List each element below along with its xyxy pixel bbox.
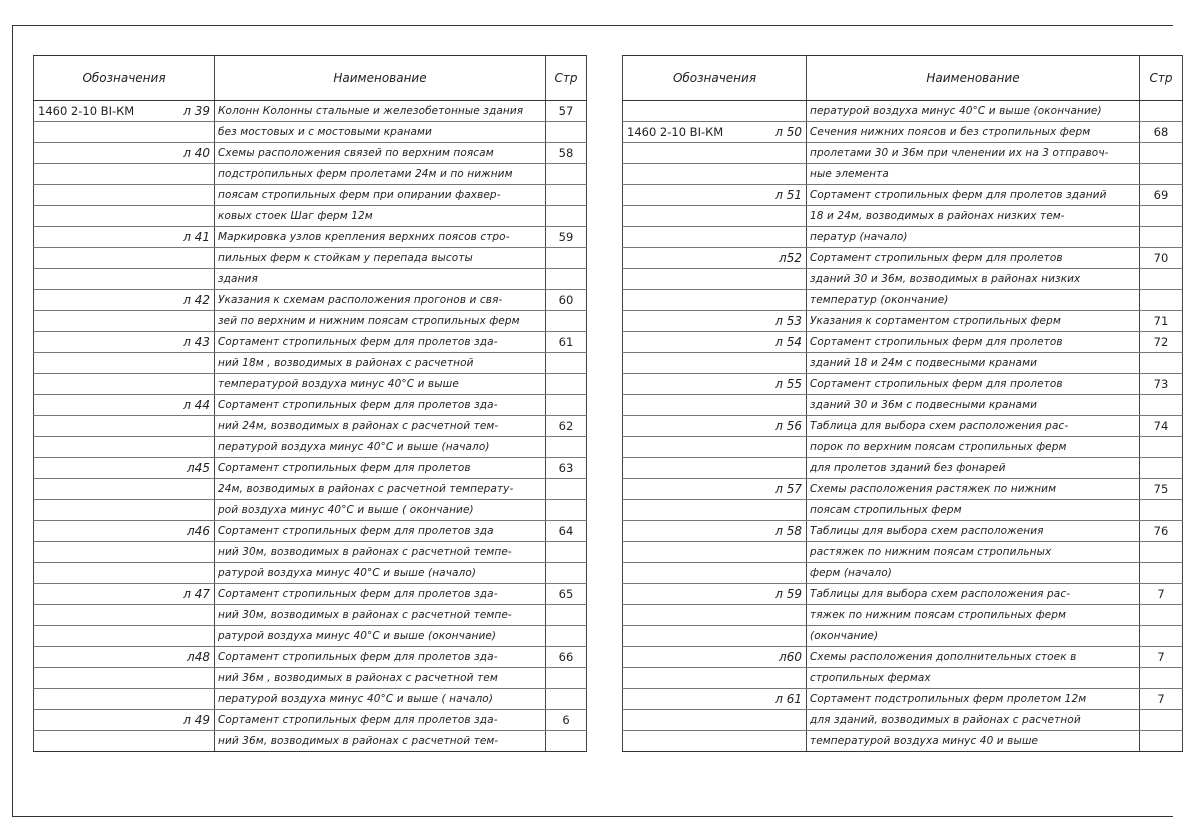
designation-cell [623,563,807,584]
page-cell [546,185,587,206]
page-cell [546,731,587,752]
page-cell [546,311,587,332]
name-cell: Сортамент стропильных ферм для пролетов зда- [215,584,546,605]
header-name: Наименование [807,56,1140,101]
page-cell [1140,542,1183,563]
table-row [623,353,1183,374]
sheet-number: л52 [779,251,802,265]
sheet-number: л 58 [775,524,802,538]
designation-cell [623,479,807,500]
designation-cell [34,101,215,122]
designation-cell [34,332,215,353]
table-row [623,605,1183,626]
name-cell: зданий 30 и 36м с подвесными кранами [807,395,1140,416]
page-cell [1140,437,1183,458]
page-cell: 6 [546,710,587,731]
designation-cell [34,395,215,416]
page-cell: 68 [1140,122,1183,143]
name-cell: Сортамент стропильных ферм для пролетов [807,374,1140,395]
table-row [623,563,1183,584]
name-cell: пролетами 30 и 36м при членении их на 3 отправоч- [807,143,1140,164]
document-code: 1460 2-10 ВI-КМ [38,104,135,118]
sheet-number: л 44 [183,398,210,412]
table-row [34,122,587,143]
designation-cell [623,521,807,542]
header-page: Стр [546,56,587,101]
page-cell: 66 [546,647,587,668]
designation-cell [623,584,807,605]
page-cell: 63 [546,458,587,479]
table-row [623,710,1183,731]
contents-table-left [33,55,587,752]
table-row [623,647,1183,668]
page-cell: 59 [546,227,587,248]
designation-cell [623,542,807,563]
name-cell: Таблицы для выбора схем расположения рас- [807,584,1140,605]
table-row [34,689,587,710]
designation-cell [34,584,215,605]
designation-cell [34,143,215,164]
table-row [34,227,587,248]
page-cell [546,437,587,458]
table-row [623,122,1183,143]
table-row [623,437,1183,458]
sheet-number: л45 [187,461,210,475]
designation-cell [623,731,807,752]
sheet-number: л 56 [775,419,802,433]
designation-cell [34,563,215,584]
name-cell: ратурой воздуха минус 40°С и выше (окончание) [215,626,546,647]
table-row [34,521,587,542]
name-cell: Указания к схемам расположения прогонов и свя- [215,290,546,311]
designation-cell [623,206,807,227]
designation-cell [34,290,215,311]
table-row [623,584,1183,605]
designation-cell [34,626,215,647]
page-cell [1140,143,1183,164]
name-cell: зданий 18 и 24м с подвесными кранами [807,353,1140,374]
name-cell: ний 30м, возводимых в районах с расчетной темпе- [215,542,546,563]
sheet-number: л 51 [775,188,802,202]
name-cell: поясам стропильных ферм при опирании фахвер- [215,185,546,206]
page-cell [1140,101,1183,122]
sheet-number: л 39 [183,104,210,118]
table-row [34,731,587,752]
name-cell: ператур (начало) [807,227,1140,248]
table-row [623,164,1183,185]
table-row [623,290,1183,311]
table-row [34,563,587,584]
name-cell: порок по верхним поясам стропильных ферм [807,437,1140,458]
name-cell: тяжек по нижним поясам стропильных ферм [807,605,1140,626]
page-cell [546,689,587,710]
table-row [623,185,1183,206]
page-cell [546,248,587,269]
page-cell [546,374,587,395]
page-cell: 62 [546,416,587,437]
table-row [34,647,587,668]
designation-cell [623,605,807,626]
name-cell: Сортамент подстропильных ферм пролетом 12м [807,689,1140,710]
table-row [34,143,587,164]
designation-cell [34,416,215,437]
page-cell: 61 [546,332,587,353]
designation-cell [34,311,215,332]
table-row [623,206,1183,227]
designation-cell [34,374,215,395]
designation-cell [34,353,215,374]
designation-cell [623,416,807,437]
table-row [623,689,1183,710]
table-row [34,500,587,521]
header-page: Стр [1140,56,1183,101]
sheet-number: л48 [187,650,210,664]
page-cell: 65 [546,584,587,605]
table-row [623,311,1183,332]
page-cell: 73 [1140,374,1183,395]
name-cell: ний 36м , возводимых в районах с расчетной тем [215,668,546,689]
name-cell: Схемы расположения дополнительных стоек в [807,647,1140,668]
name-cell: Маркировка узлов крепления верхних поясов стро- [215,227,546,248]
designation-cell [34,605,215,626]
table-row [34,374,587,395]
page-cell [1140,563,1183,584]
designation-cell [34,122,215,143]
header-name: Наименование [215,56,546,101]
table-row [34,395,587,416]
designation-cell [34,185,215,206]
table-row [34,269,587,290]
designation-cell [623,101,807,122]
designation-cell [34,206,215,227]
page-cell: 58 [546,143,587,164]
header-designation: Обозначения [34,56,215,101]
page-cell: 72 [1140,332,1183,353]
page-cell [1140,206,1183,227]
page-cell: 64 [546,521,587,542]
name-cell: подстропильных ферм пролетами 24м и по нижним [215,164,546,185]
designation-cell [623,500,807,521]
name-cell: Сортамент стропильных ферм для пролетов [807,248,1140,269]
table-row [623,269,1183,290]
sheet-number: л 47 [183,587,210,601]
designation-cell [34,689,215,710]
designation-cell [34,542,215,563]
header-designation: Обозначения [623,56,807,101]
page-cell [546,500,587,521]
table-row [34,332,587,353]
page-cell: 7 [1140,584,1183,605]
name-cell: Указания к сортаментом стропильных ферм [807,311,1140,332]
page-cell [546,122,587,143]
designation-cell [623,626,807,647]
designation-cell [623,395,807,416]
table-row [623,143,1183,164]
name-cell: для пролетов зданий без фонарей [807,458,1140,479]
name-cell: Сортамент стропильных ферм для пролетов зда [215,521,546,542]
table-row [623,500,1183,521]
page-cell [546,626,587,647]
name-cell: Колонн Колонны стальные и железобетонные здания [215,101,546,122]
name-cell: растяжек по нижним поясам стропильных [807,542,1140,563]
table-row [623,374,1183,395]
name-cell: пературой воздуха минус 40°С и выше ( начало) [215,689,546,710]
designation-cell [34,479,215,500]
table-row [623,395,1183,416]
name-cell: Сортамент стропильных ферм для пролетов [807,332,1140,353]
name-cell: здания [215,269,546,290]
page-cell [546,563,587,584]
designation-cell [34,731,215,752]
name-cell: ные элемента [807,164,1140,185]
page-cell [546,206,587,227]
table-row [623,521,1183,542]
table-header [34,56,587,101]
table-row [34,668,587,689]
name-cell: Таблицы для выбора схем расположения [807,521,1140,542]
table-row [623,416,1183,437]
page-cell [1140,605,1183,626]
table-row [34,353,587,374]
sheet-number: л 53 [775,314,802,328]
name-cell: зей по верхним и нижним поясам стропильных ферм [215,311,546,332]
name-cell: ний 18м , возводимых в районах с расчетной [215,353,546,374]
page-cell [1140,227,1183,248]
table-row [623,248,1183,269]
name-cell: Таблица для выбора схем расположения рас- [807,416,1140,437]
sheet-number: л 59 [775,587,802,601]
designation-cell [34,269,215,290]
page-cell: 74 [1140,416,1183,437]
designation-cell [623,185,807,206]
name-cell: (окончание) [807,626,1140,647]
designation-cell [623,437,807,458]
page-cell: 60 [546,290,587,311]
table-row [623,101,1183,122]
page-cell: 71 [1140,311,1183,332]
page-cell [1140,353,1183,374]
table-row [34,626,587,647]
page-cell [1140,731,1183,752]
sheet-number: л 42 [183,293,210,307]
table-row [34,458,587,479]
table-row [623,332,1183,353]
page-cell [546,164,587,185]
designation-cell [623,290,807,311]
name-cell: Сортамент стропильных ферм для пролетов зда- [215,647,546,668]
page-cell [1140,458,1183,479]
contents-table-right [622,55,1183,752]
name-cell: для зданий, возводимых в районах с расчетной [807,710,1140,731]
name-cell: рой воздуха минус 40°С и выше ( окончание) [215,500,546,521]
designation-cell [623,458,807,479]
table-row [34,416,587,437]
page-cell: 76 [1140,521,1183,542]
sheet-number: л 40 [183,146,210,160]
designation-cell [34,437,215,458]
table-row [34,311,587,332]
name-cell: ний 36м, возводимых в районах с расчетной тем- [215,731,546,752]
designation-cell [34,248,215,269]
page-cell [546,605,587,626]
page-cell [1140,626,1183,647]
designation-cell [623,269,807,290]
name-cell: стропильных фермах [807,668,1140,689]
name-cell: ковых стоек Шаг ферм 12м [215,206,546,227]
designation-cell [623,248,807,269]
sheet-number: л 41 [183,230,210,244]
table-row [34,437,587,458]
designation-cell [34,500,215,521]
name-cell: ний 24м, возводимых в районах с расчетной тем- [215,416,546,437]
page-cell [546,269,587,290]
sheet-number: л 43 [183,335,210,349]
page-cell: 7 [1140,647,1183,668]
name-cell: Сортамент стропильных ферм для пролетов [215,458,546,479]
designation-cell [623,647,807,668]
page-cell [546,668,587,689]
name-cell: пературой воздуха минус 40°С и выше (начало) [215,437,546,458]
name-cell: Сечения нижних поясов и без стропильных ферм [807,122,1140,143]
page-cell: 70 [1140,248,1183,269]
table-row [623,227,1183,248]
designation-cell [34,668,215,689]
name-cell: Схемы расположения растяжек по нижним [807,479,1140,500]
name-cell: пературой воздуха минус 40°С и выше (окончание) [807,101,1140,122]
page-cell [1140,269,1183,290]
sheet-number: л 57 [775,482,802,496]
designation-cell [34,710,215,731]
designation-cell [623,668,807,689]
page-cell [1140,290,1183,311]
name-cell: ний 30м, возводимых в районах с расчетной темпе- [215,605,546,626]
sheet-number: л46 [187,524,210,538]
name-cell: ратурой воздуха минус 40°С и выше (начало) [215,563,546,584]
page-cell: 69 [1140,185,1183,206]
table-row [34,164,587,185]
name-cell: зданий 30 и 36м, возводимых в районах низких [807,269,1140,290]
page-cell [1140,668,1183,689]
table-row [623,626,1183,647]
designation-cell [34,458,215,479]
name-cell: Сортамент стропильных ферм для пролетов зда- [215,395,546,416]
table-row [34,290,587,311]
sheet-number: л 49 [183,713,210,727]
designation-cell [623,143,807,164]
name-cell: Схемы расположения связей по верхним поясам [215,143,546,164]
table-header [623,56,1183,101]
designation-cell [623,689,807,710]
designation-cell [623,122,807,143]
page-cell [1140,395,1183,416]
page-cell: 7 [1140,689,1183,710]
sheet-number: л60 [779,650,802,664]
table-row [623,479,1183,500]
table-row [34,584,587,605]
sheet-number: л 54 [775,335,802,349]
designation-cell [623,227,807,248]
table-row [34,542,587,563]
table-row [34,479,587,500]
page-cell [1140,164,1183,185]
page-cell [546,479,587,500]
sheet-number: л 61 [775,692,802,706]
page-cell [546,542,587,563]
name-cell: Сортамент стропильных ферм для пролетов зда- [215,710,546,731]
designation-cell [623,710,807,731]
page-cell [1140,500,1183,521]
name-cell: поясам стропильных ферм [807,500,1140,521]
designation-cell [623,332,807,353]
table-row [34,248,587,269]
designation-cell [34,164,215,185]
name-cell: 18 и 24м, возводимых в районах низких тем- [807,206,1140,227]
table-row [623,731,1183,752]
table-row [623,668,1183,689]
table-row [34,206,587,227]
table-row [34,710,587,731]
designation-cell [34,227,215,248]
name-cell: Сортамент стропильных ферм для пролетов зда- [215,332,546,353]
table-row [623,542,1183,563]
page-cell [546,395,587,416]
sheet-number: л 50 [775,125,802,139]
name-cell: температурой воздуха минус 40 и выше [807,731,1140,752]
designation-cell [623,164,807,185]
name-cell: 24м, возводимых в районах с расчетной температу- [215,479,546,500]
page-cell: 57 [546,101,587,122]
page-cell [546,353,587,374]
designation-cell [34,647,215,668]
table-row [34,101,587,122]
name-cell: пильных ферм к стойкам у перепада высоты [215,248,546,269]
designation-cell [34,521,215,542]
name-cell: температур (окончание) [807,290,1140,311]
table-row [34,605,587,626]
sheet-number: л 55 [775,377,802,391]
document-code: 1460 2-10 ВI-КМ [627,125,724,139]
page-cell [1140,710,1183,731]
name-cell: без мостовых и с мостовыми кранами [215,122,546,143]
name-cell: температурой воздуха минус 40°С и выше [215,374,546,395]
name-cell: Сортамент стропильных ферм для пролетов зданий [807,185,1140,206]
designation-cell [623,374,807,395]
designation-cell [623,311,807,332]
page-cell: 75 [1140,479,1183,500]
designation-cell [623,353,807,374]
name-cell: ферм (начало) [807,563,1140,584]
table-row [623,458,1183,479]
table-row [34,185,587,206]
